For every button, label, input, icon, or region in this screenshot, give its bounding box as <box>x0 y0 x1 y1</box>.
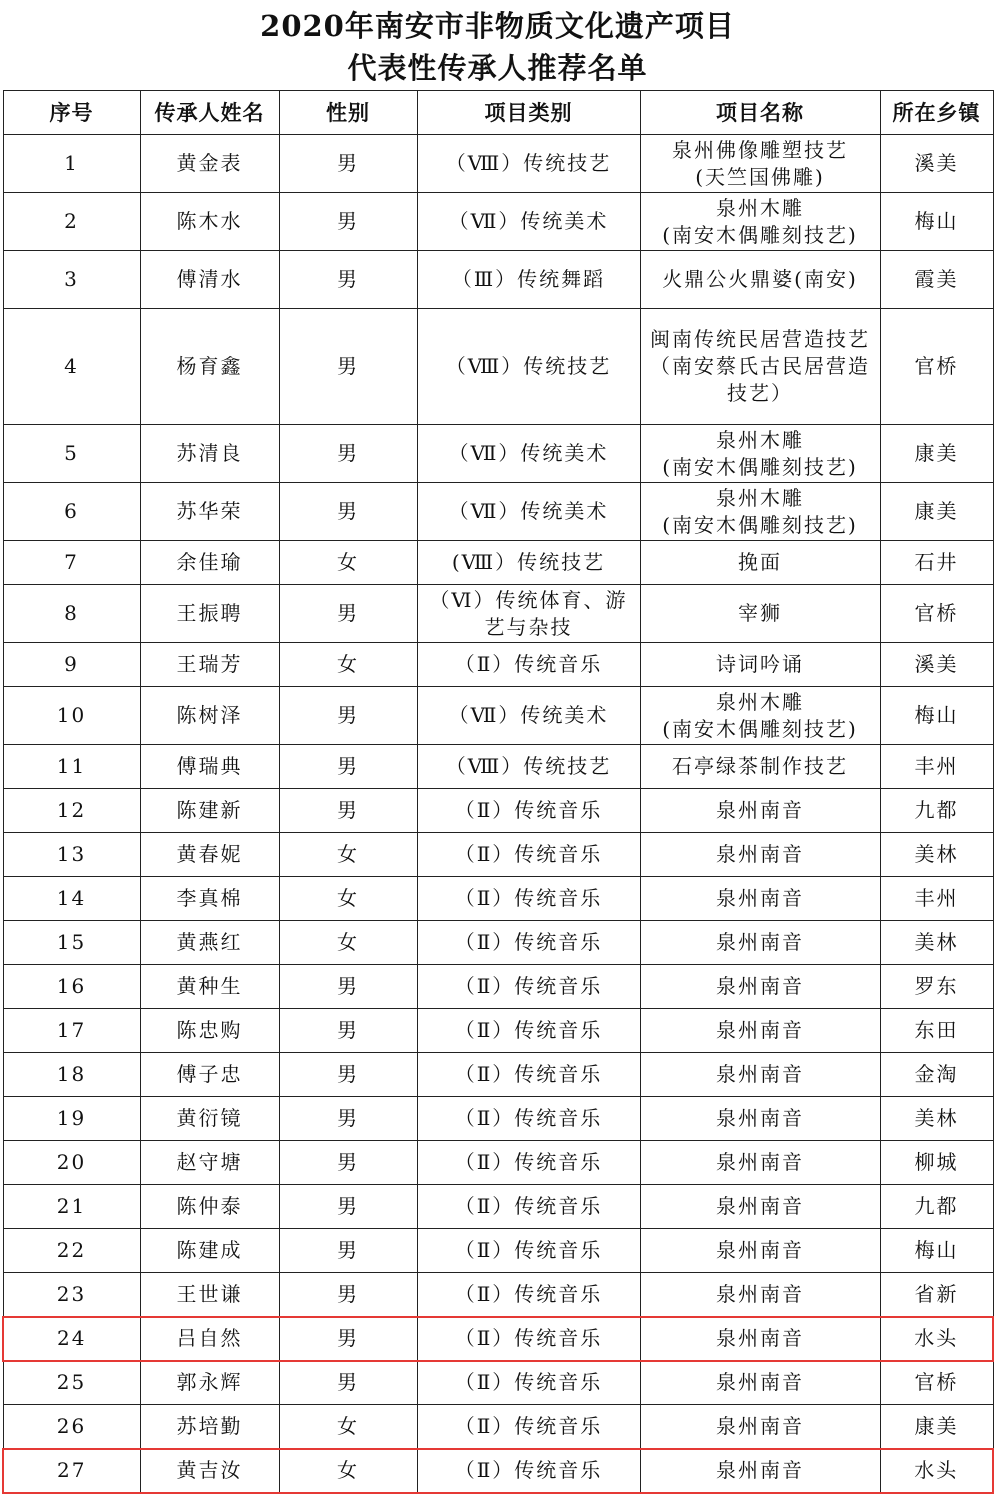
cell-category <box>417 1317 640 1361</box>
cell-project <box>640 1361 880 1405</box>
table-row <box>3 1009 993 1053</box>
cell-no: 18 <box>3 1053 140 1097</box>
cell-name: 李真棉 <box>140 877 279 921</box>
cell-project <box>640 1185 880 1229</box>
cell-no: 8 <box>3 585 140 643</box>
table-row <box>3 921 993 965</box>
cell-gender: 男 <box>279 1097 417 1141</box>
cell-category <box>417 1009 640 1053</box>
cell-gender: 女 <box>279 1449 417 1493</box>
cell-project-line: 泉州南音 <box>716 1281 804 1306</box>
cell-category <box>417 585 640 643</box>
cell-project-line: 泉州南音 <box>716 1150 804 1174</box>
cell-town: 金淘 <box>880 1053 993 1097</box>
cell-project-line: (天竺国佛雕) <box>695 164 825 189</box>
cell-no: 4 <box>3 309 140 425</box>
cell-name: 黄种生 <box>140 965 279 1009</box>
cell-project-line: 泉州南音 <box>716 974 804 998</box>
table-row <box>3 745 993 789</box>
cell-no: 6 <box>3 483 140 541</box>
cell-no: 20 <box>3 1141 140 1185</box>
cell-town: 溪美 <box>880 135 993 193</box>
cell-project <box>640 1449 880 1493</box>
cell-town: 丰州 <box>880 745 993 789</box>
cell-category <box>417 425 640 483</box>
cell-gender: 男 <box>279 1273 417 1317</box>
cell-no: 27 <box>3 1449 140 1493</box>
cell-project-line: 泉州南音 <box>716 1413 804 1438</box>
cell-category <box>417 1053 640 1097</box>
table-row <box>3 965 993 1009</box>
cell-project-line: 泉州南音 <box>716 798 804 822</box>
cell-gender: 男 <box>279 789 417 833</box>
cell-name: 黄燕红 <box>140 921 279 965</box>
cell-name: 傅清水 <box>140 251 279 309</box>
cell-name: 黄春妮 <box>140 833 279 877</box>
cell-name: 苏清良 <box>140 425 279 483</box>
table-body <box>3 135 993 1493</box>
cell-project <box>640 1009 880 1053</box>
cell-town: 官桥 <box>880 585 993 643</box>
cell-gender: 女 <box>279 1405 417 1449</box>
cell-name: 王世谦 <box>140 1273 279 1317</box>
cell-no: 10 <box>3 687 140 745</box>
cell-category-line: （Ⅱ）传统音乐 <box>454 1413 603 1438</box>
cell-category-line: （Ⅱ）传统音乐 <box>454 1238 603 1262</box>
cell-project-line: 泉州南音 <box>716 1370 804 1395</box>
cell-name: 陈仲泰 <box>140 1185 279 1229</box>
cell-project-line: 泉州南音 <box>716 1062 804 1086</box>
cell-category <box>417 1097 640 1141</box>
cell-no: 22 <box>3 1229 140 1273</box>
cell-town: 美林 <box>880 1097 993 1141</box>
cell-gender: 男 <box>279 1009 417 1053</box>
cell-name: 陈木水 <box>140 193 279 251</box>
cell-gender: 男 <box>279 425 417 483</box>
table-row <box>3 877 993 921</box>
title-line-2: 代表性传承人推荐名单 <box>347 51 648 85</box>
cell-name: 陈忠购 <box>140 1009 279 1053</box>
cell-category-line: （Ⅱ）传统音乐 <box>454 1194 603 1218</box>
cell-gender: 男 <box>279 135 417 193</box>
cell-project <box>640 687 880 745</box>
cell-category <box>417 877 640 921</box>
cell-category <box>417 309 640 425</box>
cell-town: 九都 <box>880 789 993 833</box>
cell-category <box>417 833 640 877</box>
cell-category-line: (Ⅷ）传统技艺 <box>451 550 606 574</box>
cell-category-line: （Ⅲ）传统舞蹈 <box>451 267 606 291</box>
cell-gender: 男 <box>279 1053 417 1097</box>
cell-project <box>640 1097 880 1141</box>
cell-name: 苏培勤 <box>140 1405 279 1449</box>
cell-category <box>417 483 640 541</box>
cell-project <box>640 541 880 585</box>
table-row <box>3 1361 993 1405</box>
header-project: 项目名称 <box>640 91 880 135</box>
cell-project-line: 泉州木雕 <box>716 195 804 220</box>
cell-project <box>640 251 880 309</box>
cell-category-line: （Ⅱ）传统音乐 <box>454 842 603 866</box>
cell-project-line: 泉州南音 <box>716 930 804 954</box>
cell-project-line: (南安木偶雕刻技艺) <box>662 222 858 247</box>
cell-project-line: (南安木偶雕刻技艺) <box>662 454 858 479</box>
cell-category <box>417 745 640 789</box>
header-town: 所在乡镇 <box>880 91 993 135</box>
table-row <box>3 643 993 687</box>
cell-gender: 男 <box>279 1185 417 1229</box>
cell-project-line: 火鼎公火鼎婆(南安) <box>662 267 858 291</box>
cell-town: 溪美 <box>880 643 993 687</box>
table-row <box>3 309 993 425</box>
cell-gender: 男 <box>279 1229 417 1273</box>
cell-name: 郭永辉 <box>140 1361 279 1405</box>
cell-category-line: （Ⅱ）传统音乐 <box>454 1150 603 1174</box>
cell-no: 5 <box>3 425 140 483</box>
cell-category <box>417 251 640 309</box>
cell-name: 陈树泽 <box>140 687 279 745</box>
table-row <box>3 1053 993 1097</box>
cell-project <box>640 309 880 425</box>
cell-category-line: （Ⅶ）传统美术 <box>448 499 609 523</box>
cell-project-line: 泉州南音 <box>716 1018 804 1042</box>
cell-town: 康美 <box>880 425 993 483</box>
table-row <box>3 135 993 193</box>
cell-project <box>640 1141 880 1185</box>
cell-project <box>640 483 880 541</box>
cell-category-line: （Ⅶ）传统美术 <box>448 441 609 465</box>
cell-gender: 女 <box>279 877 417 921</box>
cell-town: 康美 <box>880 483 993 541</box>
cell-project-line: 泉州木雕 <box>716 427 804 452</box>
cell-town: 梅山 <box>880 193 993 251</box>
cell-name: 傅瑞典 <box>140 745 279 789</box>
table-row <box>3 1273 993 1317</box>
cell-gender: 女 <box>279 541 417 585</box>
cell-category-line: （Ⅷ）传统技艺 <box>445 354 612 378</box>
cell-gender: 女 <box>279 833 417 877</box>
cell-name: 陈建新 <box>140 789 279 833</box>
cell-gender: 男 <box>279 965 417 1009</box>
cell-project <box>640 789 880 833</box>
cell-town: 美林 <box>880 833 993 877</box>
cell-no: 23 <box>3 1273 140 1317</box>
cell-category-line: （Ⅱ）传统音乐 <box>454 652 603 676</box>
cell-project <box>640 877 880 921</box>
cell-category-line: （Ⅱ）传统音乐 <box>454 798 603 822</box>
table-row <box>3 1229 993 1273</box>
cell-project-line: 泉州木雕 <box>716 485 804 510</box>
cell-no: 12 <box>3 789 140 833</box>
cell-category-line: （Ⅱ）传统音乐 <box>454 1018 603 1042</box>
cell-category <box>417 193 640 251</box>
cell-gender: 男 <box>279 193 417 251</box>
cell-no: 14 <box>3 877 140 921</box>
cell-name: 傅子忠 <box>140 1053 279 1097</box>
cell-no: 15 <box>3 921 140 965</box>
cell-name: 黄金表 <box>140 135 279 193</box>
cell-name: 杨育鑫 <box>140 309 279 425</box>
cell-town: 九都 <box>880 1185 993 1229</box>
cell-no: 3 <box>3 251 140 309</box>
cell-project <box>640 745 880 789</box>
cell-town: 东田 <box>880 1009 993 1053</box>
cell-project-line: 泉州木雕 <box>716 689 804 714</box>
cell-project-line: 泉州南音 <box>716 842 804 866</box>
cell-town: 罗东 <box>880 965 993 1009</box>
cell-project-line: 宰狮 <box>738 601 782 625</box>
cell-category-line: 艺与杂技 <box>484 614 573 639</box>
cell-gender: 女 <box>279 921 417 965</box>
table-row <box>3 1449 993 1493</box>
table-row <box>3 251 993 309</box>
cell-project <box>640 921 880 965</box>
cell-project-line: 泉州佛像雕塑技艺 <box>672 137 848 162</box>
cell-gender: 女 <box>279 643 417 687</box>
cell-no: 25 <box>3 1361 140 1405</box>
cell-project-line: 泉州南音 <box>716 1106 804 1130</box>
table-row <box>3 789 993 833</box>
table-row <box>3 687 993 745</box>
cell-category <box>417 643 640 687</box>
cell-gender: 男 <box>279 687 417 745</box>
table-row <box>3 193 993 251</box>
cell-category-line: （Ⅱ）传统音乐 <box>454 1370 603 1395</box>
cell-town: 美林 <box>880 921 993 965</box>
cell-no: 17 <box>3 1009 140 1053</box>
cell-town: 官桥 <box>880 309 993 425</box>
cell-category <box>417 1361 640 1405</box>
cell-town: 康美 <box>880 1405 993 1449</box>
cell-category-line: （Ⅶ）传统美术 <box>448 703 609 727</box>
header-name: 传承人姓名 <box>140 91 279 135</box>
cell-category <box>417 1449 640 1493</box>
cell-category <box>417 1229 640 1273</box>
cell-name: 余佳瑜 <box>140 541 279 585</box>
cell-no: 21 <box>3 1185 140 1229</box>
cell-project <box>640 193 880 251</box>
cell-gender: 男 <box>279 1361 417 1405</box>
cell-name: 黄衍镜 <box>140 1097 279 1141</box>
cell-project <box>640 1053 880 1097</box>
cell-name: 王瑞芳 <box>140 643 279 687</box>
cell-category-line: （Ⅱ）传统音乐 <box>454 930 603 954</box>
table-row <box>3 541 993 585</box>
cell-category-line: （Ⅱ）传统音乐 <box>454 974 603 998</box>
cell-town: 梅山 <box>880 1229 993 1273</box>
cell-project-line: 泉州南音 <box>716 1326 804 1350</box>
header-no: 序号 <box>3 91 140 135</box>
cell-category-line: （Ⅱ）传统音乐 <box>454 1458 603 1482</box>
table-row <box>3 1185 993 1229</box>
cell-project-line: 技艺） <box>727 381 793 405</box>
cell-name: 黄吉汝 <box>140 1449 279 1493</box>
cell-project-line: (南安木偶雕刻技艺) <box>662 716 858 741</box>
cell-project-line: 诗词吟诵 <box>716 652 804 676</box>
cell-no: 11 <box>3 745 140 789</box>
cell-project-line: (南安木偶雕刻技艺) <box>662 512 858 537</box>
cell-project-line: 闽南传统民居营造技艺 <box>650 327 870 351</box>
cell-project-line: 泉州南音 <box>716 1194 804 1218</box>
cell-project <box>640 833 880 877</box>
cell-town: 梅山 <box>880 687 993 745</box>
cell-town: 水头 <box>880 1449 993 1493</box>
cell-category-line: （Ⅵ）传统体育、游 <box>429 587 628 612</box>
cell-no: 13 <box>3 833 140 877</box>
cell-category <box>417 135 640 193</box>
table-row <box>3 833 993 877</box>
cell-category <box>417 1405 640 1449</box>
cell-category <box>417 1185 640 1229</box>
cell-town: 官桥 <box>880 1361 993 1405</box>
cell-category <box>417 921 640 965</box>
cell-no: 24 <box>3 1317 140 1361</box>
cell-project-line: 挽面 <box>738 550 782 574</box>
cell-category <box>417 1273 640 1317</box>
cell-project-line: 泉州南音 <box>716 886 804 910</box>
cell-category-line: （Ⅱ）传统音乐 <box>454 886 603 910</box>
table-row <box>3 1317 993 1361</box>
table-row <box>3 483 993 541</box>
cell-no: 1 <box>3 135 140 193</box>
cell-name: 赵守塘 <box>140 1141 279 1185</box>
document-title <box>0 0 995 90</box>
cell-name: 苏华荣 <box>140 483 279 541</box>
cell-project <box>640 643 880 687</box>
table-header-row <box>3 91 993 135</box>
cell-no: 19 <box>3 1097 140 1141</box>
cell-gender: 男 <box>279 309 417 425</box>
cell-no: 9 <box>3 643 140 687</box>
table-row <box>3 425 993 483</box>
header-category: 项目类别 <box>417 91 640 135</box>
cell-category <box>417 789 640 833</box>
cell-category-line: （Ⅷ）传统技艺 <box>445 754 612 778</box>
table-row <box>3 585 993 643</box>
header-gender: 性别 <box>279 91 417 135</box>
cell-project <box>640 1273 880 1317</box>
cell-name: 王振聘 <box>140 585 279 643</box>
cell-project <box>640 135 880 193</box>
cell-no: 2 <box>3 193 140 251</box>
cell-gender: 男 <box>279 745 417 789</box>
cell-project <box>640 425 880 483</box>
cell-town: 石井 <box>880 541 993 585</box>
cell-gender: 男 <box>279 1141 417 1185</box>
cell-gender: 男 <box>279 585 417 643</box>
cell-project-line: 石亭绿茶制作技艺 <box>672 754 848 778</box>
cell-category <box>417 965 640 1009</box>
title-line-1: 2020年南安市非物质文化遗产项目 <box>260 9 735 43</box>
table-row <box>3 1405 993 1449</box>
recommendation-table <box>2 90 994 1494</box>
cell-gender: 男 <box>279 483 417 541</box>
cell-project <box>640 965 880 1009</box>
cell-project-line: 泉州南音 <box>716 1238 804 1262</box>
cell-project-line: 泉州南音 <box>716 1458 804 1482</box>
cell-category-line: （Ⅱ）传统音乐 <box>454 1062 603 1086</box>
cell-category-line: （Ⅶ）传统美术 <box>448 209 609 233</box>
table-row <box>3 1141 993 1185</box>
cell-category <box>417 541 640 585</box>
cell-town: 霞美 <box>880 251 993 309</box>
cell-category-line: （Ⅱ）传统音乐 <box>454 1106 603 1130</box>
cell-project <box>640 1317 880 1361</box>
cell-category-line: （Ⅱ）传统音乐 <box>454 1281 603 1306</box>
cell-town: 丰州 <box>880 877 993 921</box>
table-row <box>3 1097 993 1141</box>
cell-category <box>417 1141 640 1185</box>
cell-gender: 男 <box>279 251 417 309</box>
cell-no: 16 <box>3 965 140 1009</box>
cell-gender: 男 <box>279 1317 417 1361</box>
cell-town: 水头 <box>880 1317 993 1361</box>
cell-town: 柳城 <box>880 1141 993 1185</box>
cell-town: 省新 <box>880 1273 993 1317</box>
cell-project-line: （南安蔡氏古民居营造 <box>650 354 870 378</box>
cell-name: 吕自然 <box>140 1317 279 1361</box>
cell-no: 26 <box>3 1405 140 1449</box>
cell-name: 陈建成 <box>140 1229 279 1273</box>
cell-project <box>640 1229 880 1273</box>
cell-category <box>417 687 640 745</box>
cell-category-line: （Ⅷ）传统技艺 <box>445 151 612 175</box>
cell-category-line: （Ⅱ）传统音乐 <box>454 1326 603 1350</box>
cell-project <box>640 1405 880 1449</box>
cell-no: 7 <box>3 541 140 585</box>
cell-project <box>640 585 880 643</box>
